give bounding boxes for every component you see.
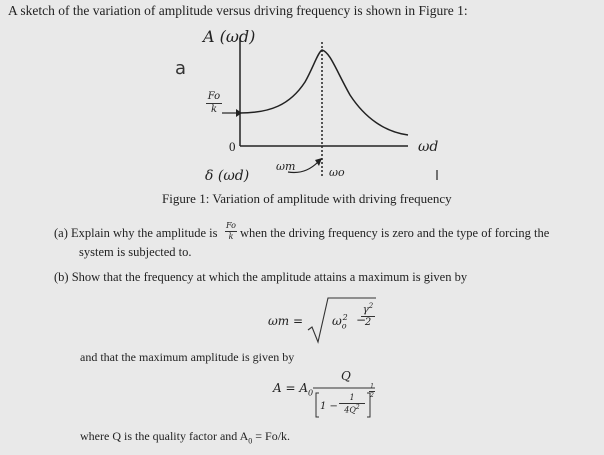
- part-a-frac-den: k: [228, 232, 234, 241]
- omega-m-arrow-head: [315, 158, 322, 166]
- eq2-inner-fraction: [339, 394, 365, 415]
- handwritten-a: a: [175, 58, 187, 79]
- part-b-line1: (b) Show that the frequency at which the amplitude attains a maximum is given by: [54, 270, 468, 284]
- amplitude-curve: [240, 50, 408, 135]
- part-a-frac-num: Fo: [226, 221, 236, 230]
- eq1-omega-o-sq: $\omega_o^2$: [332, 313, 348, 331]
- eq2-power-den: 2: [370, 392, 374, 399]
- eq2-lhs: $A = A_0$: [273, 381, 314, 398]
- eq2-inner-num: 1: [349, 393, 355, 402]
- figure-caption: Figure 1: Variation of amplitude with driving frequency: [162, 191, 452, 206]
- fo-num: Fo: [207, 91, 221, 102]
- where-line: where Q is the quality factor and $A_0 = Fo/k$.: [80, 429, 291, 446]
- part-a-prefix: (a) Explain why the amplitude is: [54, 226, 218, 240]
- eq1-lhs: ωm =: [268, 314, 304, 328]
- and-line: and that the maximum amplitude is given by: [80, 350, 295, 364]
- origin-zero: 0: [229, 139, 236, 154]
- intro-text: A sketch of the variation of amplitude versus driving frequency is shown in Figure 1:: [8, 3, 468, 18]
- eq2-power-fraction: [369, 384, 375, 399]
- delta-label: δ (ωd): [205, 168, 250, 184]
- fo-arrow-head: [236, 109, 242, 117]
- fo-den: k: [210, 104, 218, 115]
- eq2-inner-den: $4Q^2$: [344, 404, 360, 415]
- fo-over-k-label: [206, 92, 222, 115]
- y-axis-label: A (ωd): [203, 27, 256, 46]
- eq1-gamma-den: 2: [364, 317, 372, 329]
- figure-1: [0, 20, 604, 220]
- eq1-gamma-fraction: [361, 303, 375, 328]
- omega-o-label: ωo: [329, 166, 345, 179]
- part-a-suffix: when the driving frequency is zero and the type of forcing the: [240, 226, 550, 240]
- eq1-gamma-num: $\gamma^2$: [362, 302, 374, 316]
- eq2-numerator-q: Q: [341, 369, 351, 383]
- eq2-power-num: 1: [370, 383, 374, 390]
- x-axis-label: ωd: [418, 139, 439, 155]
- omega-m-label: ωm: [276, 160, 296, 173]
- part-a-fraction: [225, 222, 237, 241]
- eq1-minus: −: [356, 313, 367, 327]
- part-a-line2: system is subjected to.: [79, 245, 192, 259]
- eq2-bracket-one: 1 −: [320, 401, 338, 412]
